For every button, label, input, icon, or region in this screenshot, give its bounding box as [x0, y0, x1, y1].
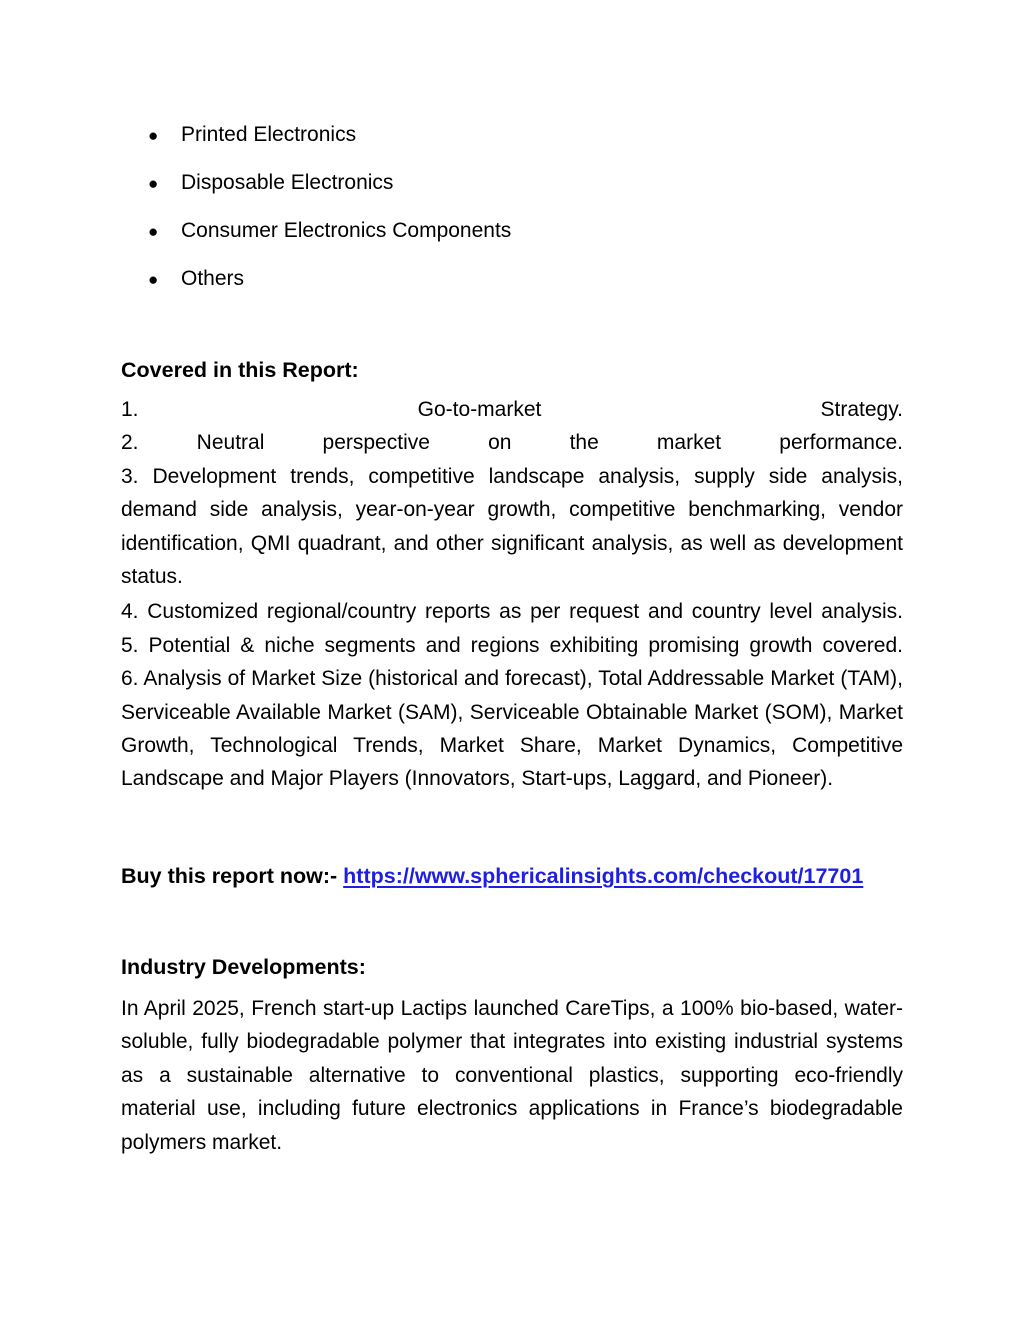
segment-bullet-list — [121, 118, 903, 296]
list-item — [121, 166, 903, 200]
covered-items-block — [121, 393, 903, 796]
industry-developments-paragraph: In April 2025, French start-up Lactips launched CareTips, a 100% bio-based, water-soluble, fully biodegradable polymer that integrates into existing industrial systems as a sustainable alternative to conventional plastics, supporting eco-friendly material use, including future electronics applications in France’s biodegradable polymers market. — [121, 996, 903, 1154]
covered-item-5: 5. Potential & niche segments and regions exhibiting promising growth covered. — [121, 633, 903, 657]
bullet-icon: ● — [148, 222, 159, 241]
list-item — [121, 118, 903, 152]
covered-item-2: 2. Neutral perspective on the market performance. — [121, 431, 903, 455]
covered-item-4: 4. Customized regional/country reports as per request and country level analysis. — [121, 600, 903, 624]
bullet-icon: ● — [148, 174, 159, 193]
industry-developments-heading: Industry Developments: — [121, 954, 366, 979]
bullet-item-label: Consumer Electronics Components — [181, 219, 512, 242]
covered-item-3: 3. Development trends, competitive landscape analysis, supply side analysis, demand side analysis, year-on-year growth, competitive benchmarking, vendor identification, QMI quadrant, and other significant analysis, as well as development status. — [121, 464, 903, 589]
covered-item-1: 1. Go-to-market Strategy. — [121, 398, 903, 421]
buy-report-label: Buy this report now:- — [121, 863, 338, 888]
bullet-item-label: Disposable Electronics — [181, 171, 394, 194]
bullet-item-label: Others — [181, 267, 245, 290]
bullet-item-label: Printed Electronics — [181, 123, 357, 146]
bullet-icon: ● — [148, 270, 159, 289]
checkout-link[interactable]: https://www.sphericalinsights.com/checkout/17701 — [343, 863, 864, 888]
list-item — [121, 262, 903, 296]
covered-item-6: 6. Analysis of Market Size (historical and forecast), Total Addressable Market (TAM), Serviceable Available Market (SAM), Serviceable Obtainable Market (SOM), Market Growth, Technological Trends, Market Share, Market Dynamics, Competitive Landscape and Major Players (Innovators, Start-ups, Laggard, and Pioneer). — [121, 667, 903, 791]
list-item — [121, 214, 903, 248]
covered-in-report-heading: Covered in this Report: — [121, 358, 359, 382]
buy-report-line — [121, 860, 903, 893]
bullet-icon: ● — [148, 126, 159, 145]
